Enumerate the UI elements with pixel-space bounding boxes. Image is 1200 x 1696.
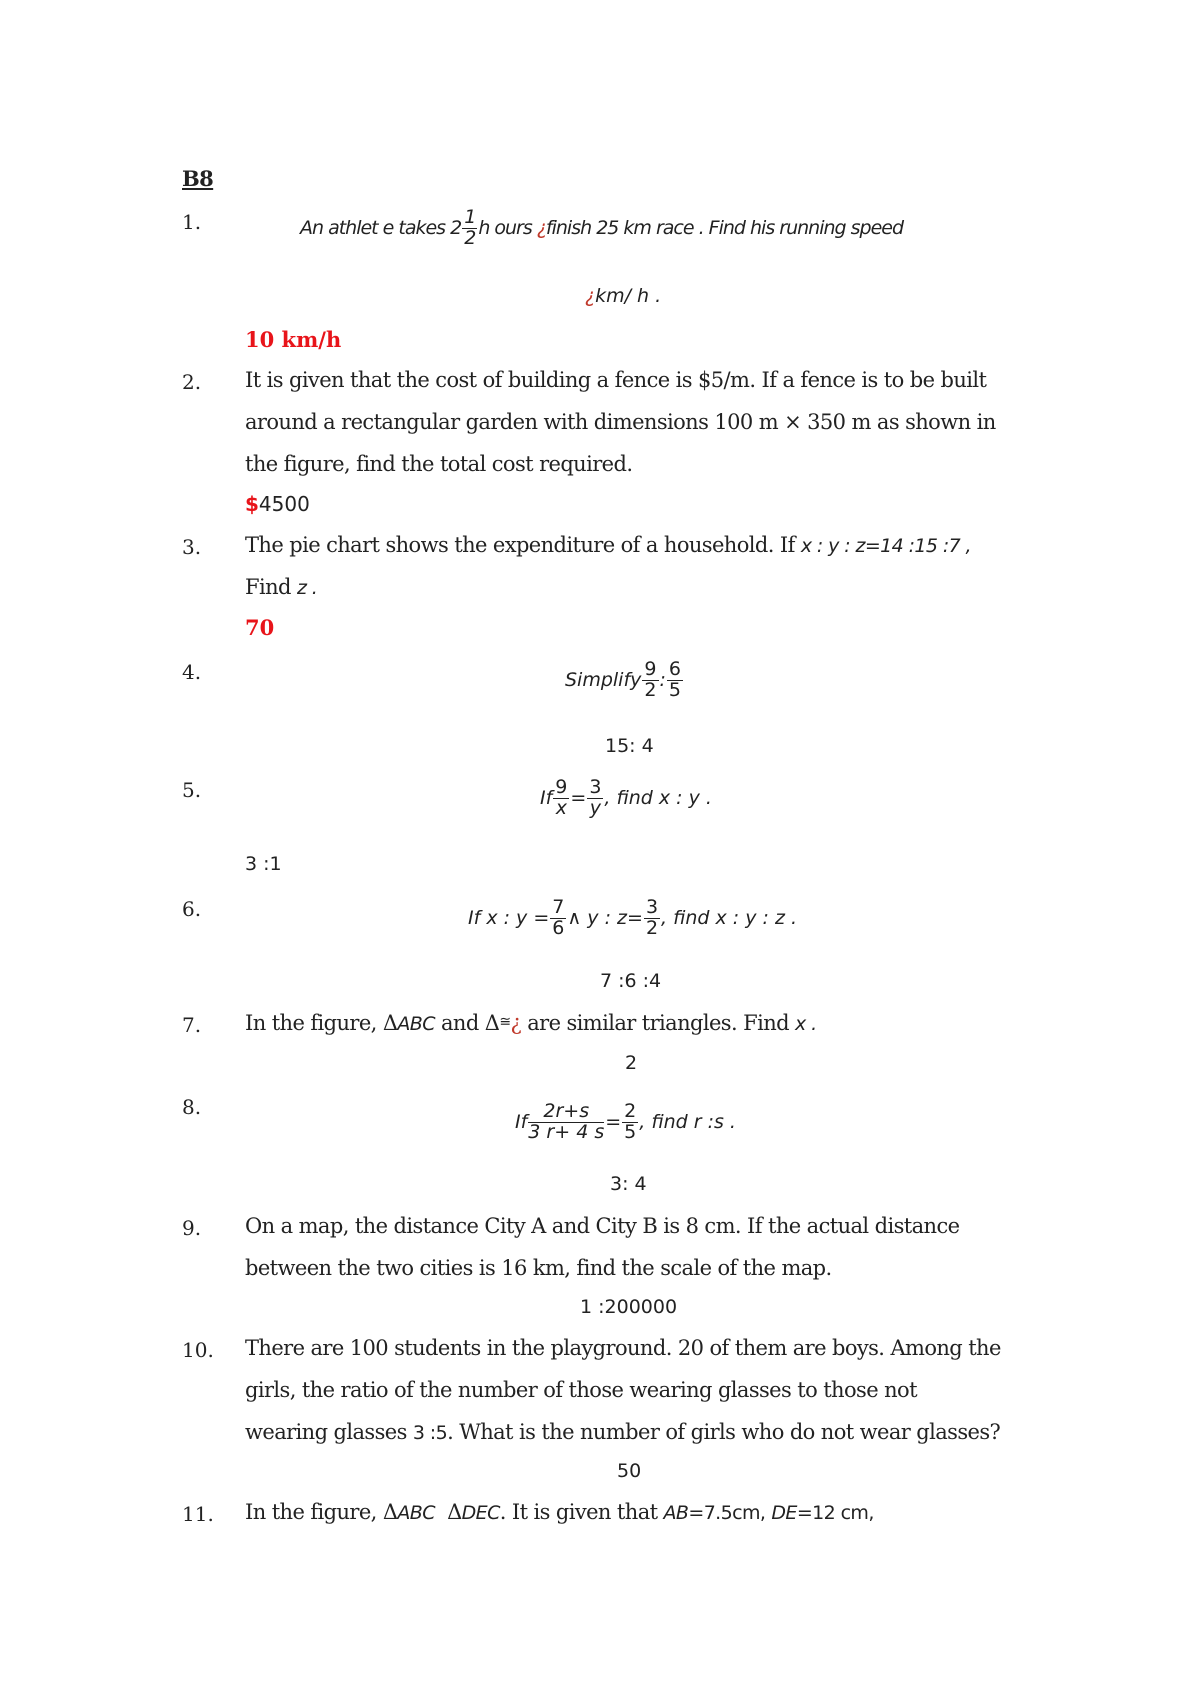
unknown-glyph: ¿ — [536, 216, 546, 239]
answer-3: 70 — [245, 615, 275, 640]
answer-7: 2 — [625, 1052, 638, 1074]
answer-4: 15: 4 — [605, 735, 654, 757]
question-number-7: 7. — [182, 1013, 202, 1037]
question-2-line-2: around a rectangular garden with dimensions 100 m × 350 m as shown in — [245, 410, 996, 434]
question-9-line-2: between the two cities is 16 km, find the scale of the map. — [245, 1256, 832, 1280]
question-2-line-1: It is given that the cost of building a fence is $5/m. If a fence is to be built — [245, 368, 987, 392]
question-6-text: If x : y = $\frac{7}{6}$ ∧ y : z= $\frac{3}{2}$ , find x : y : z . — [468, 896, 798, 939]
question-9-line-1: On a map, the distance City A and City B is 8 cm. If the actual distance — [245, 1214, 960, 1238]
question-10-line-3: wearing glasses 3 :5. What is the number of girls who do not wear glasses? — [245, 1420, 1001, 1444]
question-8-text: If $\frac{2r+s}{3 r+ 4 s}$ = $\frac{2}{5}$ , find r :s . — [515, 1100, 736, 1143]
section-heading: B8 — [182, 166, 214, 191]
answer-6: 7 :6 :4 — [600, 970, 662, 992]
answer-10: 50 — [617, 1460, 642, 1482]
question-number-3: 3. — [182, 535, 202, 559]
answer-8: 3: 4 — [610, 1173, 647, 1195]
answer-5: 3 :1 — [245, 853, 282, 875]
answer-1: 10 km/h — [245, 327, 342, 352]
answer-9: 1 :200000 — [580, 1296, 678, 1318]
question-10-line-2: girls, the ratio of the number of those wearing glasses to those not — [245, 1378, 917, 1402]
question-3-line-1: The pie chart shows the expenditure of a household. If x : y : z=14 :15 :7 , — [245, 533, 971, 557]
question-7-text: In the figure, ΔABC and Δ≅¿ are similar triangles. Find x . — [245, 1011, 817, 1035]
question-number-10: 10. — [182, 1338, 214, 1362]
question-1-text-line2: ¿km/ h . — [585, 285, 662, 307]
question-5-text: If $\frac{9}{x}$ = $\frac{3}{y}$ , find x : y . — [540, 776, 712, 819]
question-2-line-3: the figure, find the total cost required. — [245, 452, 633, 476]
question-10-line-1: There are 100 students in the playground. 20 of them are boys. Among the — [245, 1336, 1001, 1360]
question-11-text: In the figure, ΔABC ΔDEC. It is given that AB=7.5cm, DE=12 cm, — [245, 1500, 874, 1524]
question-number-11: 11. — [182, 1502, 214, 1526]
question-number-9: 9. — [182, 1216, 202, 1240]
question-1-text: An athlet e takes 2 $\frac{1}{2}$ h ours ¿finish 25 km race . Find his running speed — [300, 206, 904, 249]
question-4-text: Simplify $\frac{9}{2}$ : $\frac{6}{5}$ — [565, 658, 681, 701]
fraction-half: $\frac{1}{2}$ — [464, 206, 476, 249]
question-number-2: 2. — [182, 370, 202, 394]
question-number-4: 4. — [182, 660, 202, 684]
question-number-1: 1. — [182, 210, 202, 234]
question-number-8: 8. — [182, 1095, 202, 1119]
answer-2: $4500 — [245, 492, 310, 516]
question-number-6: 6. — [182, 897, 202, 921]
question-3-line-2: Find z . — [245, 575, 318, 599]
question-number-5: 5. — [182, 778, 202, 802]
